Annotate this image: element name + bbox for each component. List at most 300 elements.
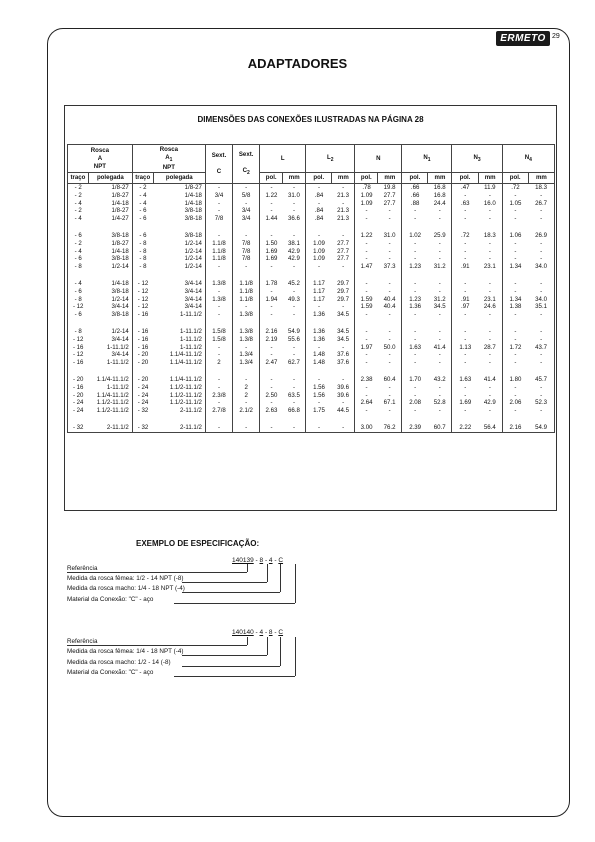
table-gap-cell bbox=[502, 271, 528, 280]
table-cell: - bbox=[355, 207, 378, 215]
table-cell: - 32 bbox=[68, 424, 89, 432]
table-gap-cell bbox=[153, 271, 205, 280]
table-gap-cell bbox=[233, 271, 260, 280]
table-cell: - bbox=[488, 383, 491, 391]
table-cell: - bbox=[488, 215, 491, 223]
table-gap-cell bbox=[428, 319, 452, 328]
spec2-sep: - bbox=[274, 629, 277, 636]
spec1-leader bbox=[174, 603, 295, 604]
table-cell: 1/2-14 bbox=[184, 247, 202, 255]
table-cell: - bbox=[388, 207, 391, 215]
header-n3-text: N bbox=[473, 153, 478, 161]
table-cell: - bbox=[452, 192, 478, 200]
table-cell: - bbox=[233, 184, 260, 192]
table-cell: 1.36 bbox=[306, 336, 332, 344]
table-gap-cell bbox=[306, 415, 332, 424]
table-cell: - bbox=[292, 287, 295, 295]
table-gap-cell bbox=[283, 367, 306, 376]
table-cell: 1.1/4-11.1/2 bbox=[169, 375, 202, 383]
table-cell: 1.5/8 bbox=[205, 336, 232, 344]
table-cell: 1.3/8 bbox=[233, 311, 260, 319]
table-cell: 27.7 bbox=[337, 239, 350, 247]
header-n3-sub: 3 bbox=[477, 156, 481, 163]
table-cell: - 6 bbox=[68, 232, 89, 240]
table-cell: - bbox=[233, 344, 260, 352]
table-cell: 1.22 bbox=[260, 192, 283, 200]
spec2-code-ref: 140140 bbox=[232, 629, 254, 636]
table-cell: - bbox=[452, 359, 478, 367]
table-cell: 1/2-14 bbox=[184, 263, 202, 271]
table-cell: - bbox=[233, 200, 260, 208]
table-cell: - bbox=[306, 232, 332, 240]
table-row bbox=[68, 303, 555, 311]
table-gap-cell bbox=[306, 367, 332, 376]
table-cell: 3/8-18 bbox=[184, 215, 202, 223]
table-cell: - bbox=[502, 280, 528, 288]
table-cell: - bbox=[438, 287, 441, 295]
table-cell: - bbox=[355, 336, 378, 344]
spec1-leader bbox=[67, 572, 247, 573]
header-rosca-a1 bbox=[132, 145, 205, 173]
spec1-sep: - bbox=[264, 557, 268, 564]
table-row bbox=[68, 399, 555, 407]
table-cell: 1/2-14 bbox=[184, 239, 202, 247]
table-cell: 19.8 bbox=[383, 184, 396, 191]
table-cell: - bbox=[388, 311, 391, 319]
table-cell: - bbox=[260, 200, 283, 208]
table-cell: - bbox=[342, 303, 345, 311]
table-row bbox=[68, 328, 555, 336]
table-cell: 29.7 bbox=[337, 279, 350, 287]
table-cell: 2.63 bbox=[260, 407, 283, 415]
table-cell: - bbox=[292, 311, 295, 319]
table-cell: - bbox=[452, 384, 478, 392]
table-cell: - bbox=[452, 407, 478, 415]
table-cell: - 2 bbox=[68, 240, 89, 248]
table-cell: - 6 bbox=[68, 311, 89, 319]
table-group-gap bbox=[68, 223, 555, 232]
spec2-line-2: Medida da rosca fêmea: 1/4 - 18 NPT (-4) bbox=[67, 648, 184, 655]
table-cell: - bbox=[355, 328, 378, 336]
table-gap-cell bbox=[260, 415, 283, 424]
table-cell: - bbox=[488, 327, 491, 335]
table-cell: 41.4 bbox=[433, 343, 446, 351]
table-cell: .84 bbox=[306, 215, 332, 223]
table-cell: - bbox=[488, 279, 491, 287]
table-cell: - bbox=[402, 240, 428, 248]
table-gap-cell bbox=[355, 367, 378, 376]
table-cell: 3/4-14 bbox=[184, 303, 202, 311]
table-cell: - bbox=[540, 191, 543, 199]
table-cell: - bbox=[502, 392, 528, 400]
table-cell: 44.5 bbox=[337, 407, 350, 415]
table-cell: - bbox=[292, 399, 295, 407]
table-gap-cell bbox=[452, 271, 478, 280]
table-cell: 1/4-18 bbox=[184, 191, 202, 199]
table-gap-cell bbox=[478, 415, 502, 424]
table-cell: 1/4-18 bbox=[111, 199, 129, 207]
header-n4-sub: 4 bbox=[529, 156, 532, 163]
table-cell: - bbox=[402, 351, 428, 359]
table-cell: - bbox=[540, 215, 543, 223]
table-cell: - bbox=[452, 280, 478, 288]
table-cell: - 16 bbox=[68, 359, 89, 367]
table-gap-cell bbox=[528, 367, 554, 376]
table-gap-cell bbox=[260, 223, 283, 232]
table-gap-cell bbox=[502, 223, 528, 232]
table-cell: 1.69 bbox=[260, 255, 283, 263]
header-sext-c2 bbox=[233, 145, 260, 184]
table-cell: 3/8-18 bbox=[184, 231, 202, 239]
table-gap-cell bbox=[153, 319, 205, 328]
spec2-line-3: Medida da rosca macho: 1/2 - 14 (-8) bbox=[67, 659, 171, 666]
table-cell: - bbox=[402, 215, 428, 223]
table-cell: 24.4 bbox=[433, 199, 446, 207]
table-cell: - bbox=[205, 384, 232, 392]
table-cell: - bbox=[452, 328, 478, 336]
table-gap-cell bbox=[68, 223, 89, 232]
table-cell: 25.9 bbox=[433, 231, 446, 239]
table-cell: - 8 bbox=[132, 240, 153, 248]
table-cell: - 2 bbox=[68, 207, 89, 215]
table-gap-cell bbox=[233, 415, 260, 424]
table-cell: - bbox=[488, 191, 491, 199]
table-row bbox=[68, 336, 555, 344]
table-row bbox=[68, 344, 555, 352]
table-cell: 1/8-27 bbox=[184, 184, 202, 191]
table-cell: 2.08 bbox=[402, 399, 428, 407]
table-cell: .66 bbox=[402, 184, 428, 192]
table-cell: 1.48 bbox=[306, 359, 332, 367]
table-cell: 54.9 bbox=[535, 423, 548, 431]
table-cell: 1.59 bbox=[355, 303, 378, 311]
table-row bbox=[68, 240, 555, 248]
table-cell: - bbox=[540, 207, 543, 215]
table-cell: - bbox=[260, 232, 283, 240]
table-gap-cell bbox=[88, 319, 132, 328]
table-cell: - bbox=[205, 311, 232, 319]
table-cell: - 12 bbox=[132, 303, 153, 311]
table-gap-cell bbox=[306, 271, 332, 280]
subheader-polegada-a: polegada bbox=[88, 173, 132, 184]
spec1-code-macho: 4 bbox=[268, 557, 273, 564]
subheader-n-pol: pol. bbox=[355, 173, 378, 184]
table-cell: - bbox=[260, 184, 283, 192]
table-cell: 11.9 bbox=[484, 184, 496, 191]
subheader-l-pol: pol. bbox=[260, 173, 283, 184]
table-gap-cell bbox=[153, 367, 205, 376]
table-cell: 1.06 bbox=[502, 232, 528, 240]
table-cell: - bbox=[342, 423, 345, 431]
table-cell: - 8 bbox=[68, 296, 89, 304]
table-cell: 1.1/2-11.1/2 bbox=[169, 391, 202, 399]
spec1-line-4: Material da Conexão: "C" - aço bbox=[67, 596, 154, 603]
dimensions-table-box bbox=[64, 105, 557, 511]
spec1-code-material: C bbox=[278, 557, 284, 564]
table-cell: 2.39 bbox=[402, 424, 428, 432]
table-gap-cell bbox=[205, 319, 232, 328]
table-cell: 3/4-14 bbox=[111, 303, 129, 311]
table-cell: - bbox=[452, 288, 478, 296]
header-n1-sub: 1 bbox=[427, 156, 431, 163]
table-cell: - 2 bbox=[68, 192, 89, 200]
header-rosca-a1-l1: Rosca bbox=[159, 145, 178, 153]
table-cell: - bbox=[355, 240, 378, 248]
table-cell: - bbox=[260, 424, 283, 432]
table-cell: 1.13 bbox=[452, 344, 478, 352]
table-gap-cell bbox=[260, 271, 283, 280]
table-cell: - bbox=[402, 407, 428, 415]
table-cell: - bbox=[502, 384, 528, 392]
table-cell: 1/8-27 bbox=[111, 191, 129, 199]
table-cell: 1.56 bbox=[306, 384, 332, 392]
table-cell: - bbox=[502, 328, 528, 336]
table-cell: 7/8 bbox=[205, 215, 232, 223]
table-gap-cell bbox=[233, 367, 260, 376]
table-cell: - bbox=[402, 311, 428, 319]
table-cell: 50.0 bbox=[383, 343, 396, 351]
table-cell: 1.1/4-11.1/2 bbox=[96, 375, 129, 383]
table-gap-cell bbox=[402, 271, 428, 280]
header-rosca-a1-sub: 1 bbox=[169, 156, 173, 163]
table-cell: 1-11.1/2 bbox=[180, 327, 202, 335]
table-cell: 3/4-14 bbox=[111, 351, 129, 359]
subheader-l2-mm: mm bbox=[332, 173, 355, 184]
table-cell: - bbox=[438, 359, 441, 367]
subheader-traco-a1: traço bbox=[132, 173, 153, 184]
table-cell: .72 bbox=[452, 232, 478, 240]
table-cell: - bbox=[292, 231, 295, 239]
table-cell: - 16 bbox=[132, 311, 153, 319]
spec1-sep: - bbox=[255, 557, 258, 564]
table-cell: - bbox=[355, 248, 378, 256]
table-cell: 7/8 bbox=[233, 240, 260, 248]
table-cell: - bbox=[233, 263, 260, 271]
table-cell: 1.1/8 bbox=[233, 288, 260, 296]
table-cell: 3/4-14 bbox=[184, 287, 202, 295]
table-cell: 2 bbox=[233, 392, 260, 400]
table-cell: 42.9 bbox=[288, 247, 300, 255]
table-cell: - 16 bbox=[68, 384, 89, 392]
table-gap-cell bbox=[332, 319, 355, 328]
table-cell: 1.09 bbox=[306, 255, 332, 263]
table-cell: 3/4 bbox=[233, 207, 260, 215]
table-cell: 7/8 bbox=[233, 248, 260, 256]
table-cell: - bbox=[502, 240, 528, 248]
table-cell: 3/8-18 bbox=[111, 255, 129, 263]
table-cell: 3/8-18 bbox=[184, 207, 202, 215]
table-cell: 7/8 bbox=[233, 255, 260, 263]
table-gap-cell bbox=[132, 319, 153, 328]
table-cell: - 16 bbox=[68, 344, 89, 352]
table-cell: 1-11.1/2 bbox=[106, 383, 129, 391]
table-cell: 2.16 bbox=[502, 424, 528, 432]
table-cell: - bbox=[306, 399, 332, 407]
spec2-code-macho: 8 bbox=[268, 629, 273, 636]
table-cell: 2.16 bbox=[260, 328, 283, 336]
table-title: DIMENSÕES DAS CONEXÕES ILUSTRADAS NA PÁGINA 28 bbox=[197, 115, 424, 124]
table-row bbox=[68, 392, 555, 400]
table-cell: - bbox=[355, 407, 378, 415]
subheader-n3-pol: pol. bbox=[452, 173, 478, 184]
subheader-n4-mm: mm bbox=[528, 173, 554, 184]
table-cell: 1.1/2-11.1/2 bbox=[169, 399, 202, 407]
table-gap-cell bbox=[378, 271, 402, 280]
table-cell: - 16 bbox=[132, 344, 153, 352]
header-sext-c2-label: Sext. bbox=[238, 151, 254, 158]
table-cell: - 8 bbox=[132, 255, 153, 263]
table-cell: - bbox=[205, 399, 232, 407]
table-cell: - bbox=[205, 288, 232, 296]
table-gap-cell bbox=[233, 223, 260, 232]
table-cell: - bbox=[438, 383, 441, 391]
table-cell: 2.64 bbox=[355, 399, 378, 407]
table-cell: - bbox=[292, 383, 295, 391]
table-row bbox=[68, 376, 555, 384]
table-cell: 2-11.1/2 bbox=[180, 407, 202, 415]
table-cell: 1.97 bbox=[355, 344, 378, 352]
header-rosca-a1-l3: NPT bbox=[162, 163, 175, 171]
table-cell: - 20 bbox=[132, 351, 153, 359]
table-gap-cell bbox=[153, 415, 205, 424]
table-cell: 1.47 bbox=[355, 263, 378, 271]
table-row bbox=[68, 215, 555, 223]
table-cell: 1/4-18 bbox=[111, 247, 129, 255]
table-cell: .72 bbox=[502, 184, 528, 192]
table-cell: 16.8 bbox=[433, 184, 446, 191]
table-cell: - 4 bbox=[68, 280, 89, 288]
table-cell: 52.3 bbox=[535, 399, 548, 407]
table-cell: 1.36 bbox=[306, 328, 332, 336]
header-l2 bbox=[306, 145, 355, 173]
table-cell: - bbox=[452, 207, 478, 215]
table-cell: - bbox=[402, 248, 428, 256]
table-cell: 31.2 bbox=[433, 295, 446, 303]
table-gap-cell bbox=[378, 319, 402, 328]
table-gap-cell bbox=[205, 271, 232, 280]
table-cell: 42.9 bbox=[288, 255, 300, 263]
table-cell: 43.7 bbox=[535, 343, 548, 351]
table-cell: - 20 bbox=[132, 376, 153, 384]
table-cell: 1.1/4-11.1/2 bbox=[169, 359, 202, 367]
header-l bbox=[260, 145, 306, 173]
table-cell: - bbox=[388, 335, 391, 343]
table-cell: - bbox=[540, 239, 543, 247]
spec2-sep: - bbox=[255, 629, 258, 636]
table-cell: - bbox=[438, 215, 441, 223]
table-cell: 34.5 bbox=[433, 303, 446, 311]
table-cell: - bbox=[388, 359, 391, 367]
table-cell: 1.59 bbox=[355, 296, 378, 304]
table-cell: - bbox=[388, 215, 391, 223]
header-n4-text: N bbox=[524, 153, 530, 161]
table-cell: - bbox=[488, 391, 491, 399]
table-cell: - bbox=[540, 391, 543, 399]
table-cell: - bbox=[438, 207, 441, 215]
table-cell: 18.3 bbox=[535, 184, 548, 191]
table-cell: 38.1 bbox=[288, 239, 300, 247]
table-cell: 21.3 bbox=[337, 191, 350, 199]
table-cell: - bbox=[402, 288, 428, 296]
table-cell: - bbox=[452, 392, 478, 400]
header-l2-sub: 2 bbox=[330, 156, 334, 163]
table-gap-cell bbox=[478, 223, 502, 232]
table-cell: - 12 bbox=[68, 336, 89, 344]
table-cell: 1.1/2-11.1/2 bbox=[96, 399, 129, 407]
table-cell: 1.09 bbox=[306, 240, 332, 248]
table-cell: - 6 bbox=[132, 232, 153, 240]
table-gap-cell bbox=[378, 223, 402, 232]
table-cell: 1.1/8 bbox=[205, 255, 232, 263]
table-row bbox=[68, 184, 555, 192]
table-cell: 60.4 bbox=[383, 375, 396, 383]
table-cell: - bbox=[342, 263, 345, 271]
spec2-leader bbox=[174, 676, 295, 677]
table-row bbox=[68, 296, 555, 304]
table-cell: - bbox=[540, 255, 543, 263]
table-cell: - bbox=[540, 311, 543, 319]
table-cell: - bbox=[355, 351, 378, 359]
header-n bbox=[355, 145, 402, 173]
table-cell: 1/8-27 bbox=[111, 207, 129, 215]
table-cell: 1.3/4 bbox=[233, 351, 260, 359]
table-cell: 3/8-18 bbox=[111, 287, 129, 295]
table-cell: - bbox=[502, 336, 528, 344]
table-cell: 3.00 bbox=[355, 424, 378, 432]
spec1-leader bbox=[280, 564, 281, 592]
table-cell: - bbox=[438, 279, 441, 287]
table-cell: .63 bbox=[452, 200, 478, 208]
table-cell: - 24 bbox=[68, 407, 89, 415]
table-cell: 37.6 bbox=[337, 359, 350, 367]
table-row bbox=[68, 288, 555, 296]
table-cell: - 20 bbox=[132, 359, 153, 367]
spec2-sep: - bbox=[264, 629, 268, 636]
table-gap-cell bbox=[132, 367, 153, 376]
table-cell: 23.1 bbox=[483, 263, 496, 271]
table-cell: 1-11.1/2 bbox=[180, 343, 202, 351]
table-cell: - 4 bbox=[132, 200, 153, 208]
table-cell: - bbox=[452, 336, 478, 344]
table-cell: - bbox=[260, 288, 283, 296]
table-cell: 34.0 bbox=[535, 295, 548, 303]
table-cell: - 6 bbox=[68, 255, 89, 263]
table-row bbox=[68, 263, 555, 271]
table-row bbox=[68, 255, 555, 263]
table-gap-cell bbox=[88, 367, 132, 376]
spec2-line-1: Referência bbox=[67, 638, 98, 645]
table-gap-cell bbox=[153, 223, 205, 232]
spec1-leader bbox=[182, 582, 267, 583]
table-cell: - 8 bbox=[132, 263, 153, 271]
table-cell: - bbox=[402, 359, 428, 367]
table-cell: 37.3 bbox=[383, 263, 396, 271]
spec1-leader bbox=[182, 592, 280, 593]
table-cell: 3/4-14 bbox=[111, 335, 129, 343]
table-cell: 1.17 bbox=[306, 280, 332, 288]
header-sext-c-label: Sext. bbox=[211, 152, 227, 159]
table-cell: 1.63 bbox=[402, 344, 428, 352]
table-cell: - 20 bbox=[68, 376, 89, 384]
table-gap-cell bbox=[355, 319, 378, 328]
table-cell: - bbox=[502, 215, 528, 223]
table-cell: - bbox=[260, 311, 283, 319]
table-cell: - bbox=[540, 359, 543, 367]
table-gap-cell bbox=[68, 319, 89, 328]
header-n3 bbox=[452, 145, 502, 173]
table-cell: - bbox=[205, 376, 232, 384]
table-cell: 1.36 bbox=[402, 303, 428, 311]
